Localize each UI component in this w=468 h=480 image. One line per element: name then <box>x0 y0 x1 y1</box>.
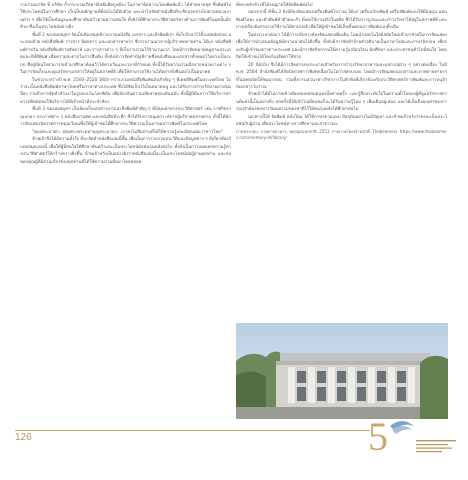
paragraph: ชั้นที่ 2 ของหอสมุดฯ จัดเป็นห้องสมุดที่รวบรวมหนังสือ เอกสาร และสิ่งพิมพ์เก่า ที่เก็บรักษาไว้ตั้งแต่สมัยก่อน ประกอบด้วย หนังสือพิมพ์ วารสาร นิตยสาร และเอกสารหายาก ซึ่งรวบรวมมาจากผู้บริจาคหลายท่าน ได้แก่ หนังสือพิมพ์รายวัน หนังสือพิมพ์รายสัปดาห์ และวารสารต่าง ๆ ที่เก็บรวบรวมไว้จำนวนมาก โดยมีการจัดหมวดหมู่ตามประเภทและปีที่ตีพิมพ์ เพื่อความสะดวกในการสืบค้น ทั้งยังมีการจัดทำบัญชีรายชื่อหนังสือและเอกสารทั้งหมดไว้อย่างเป็นระบบ ซึ่งผู้ที่สนใจสามารถเข้ามาศึกษาค้นคว้าได้ตามวันและเวลาที่กำหนด ทั้งนี้ได้รับความร่วมมือจากหน่วยงานต่าง ๆ ในการจัดเก็บและดูแลรักษาเอกสารให้อยู่ในสภาพที่ดี เพื่อให้สามารถใช้งานได้อย่างยั่งยืนต่อไปในอนาคต <box>20 32 231 76</box>
paragraph: รวบรวมมาจัด ที่ บริษัท ถ้ำกระบวยเรือพาณิชย์ผลิตถูกต้อง ในภาษาข้อความโดยพิมพ์แล้ว ได้ทำหลายชุด ซึ่งพิมพ์ไปใช้ประโยชน์ในการศึกษา เก็บเป็นหลักฐานที่ดีต่อไปได้อีกด้วย และนำไปจัดทำหนังสือที่ระลึกแจกจ่ายไปตามหน่วยงานต่าง ๆ เพื่อใช้เป็นข้อมูลและศึกษาค้นคว้าตามความสนใจ ทั้งยังได้ศึกษาประวัติศาสตร์ทางด้านการพิมพ์ในยุคนั้นอีกด้วย ซึ่งเป็นประโยชน์อย่างยิ่ง <box>20 3 231 31</box>
photo-caption: ภาพประกอบ: ภาพถ่ายอาคาร, หอสมุดแห่งชาติ. 2551. ถ่ายภาพโดยเจ้าหน้าที่. Thebeamers. https://www.thebeamers.com/memory-of/library/ <box>236 128 447 141</box>
right-text-column <box>236 2 447 320</box>
paragraph: นอกจากนี้ ที่ชั้น 3 ยังมีห้องจัดแสดงเครื่องพิมพ์โบราณ ได้แก่ เครื่องเรียงพิมพ์ เครื่องพิมพ์แบบใช้มือหมุน แท่นพิมพ์โลหะ และตัวพิมพ์ทำด้วยตะกั่ว ที่เคยใช้งานจริงในอดีต ซึ่งได้รับการบูรณะและบำรุงรักษาให้อยู่ในสภาพที่ดี และบางเครื่องยังสามารถใช้งานได้ตามปกติ เพื่อให้ผู้เข้าชมได้เห็นขั้นตอนการพิมพ์แบบดั้งเดิม <box>236 10 447 31</box>
paragraph: ชั้นที่ 3 ของหอสมุดฯ เป็นห้องเก็บเอกสารเก่าและสิ่งพิมพ์สำคัญ ๆ ที่มีคุณค่าทางประวัติศาสตร์ เช่น ราชกิจจานุเบกษา ประกาศต่าง ๆ หนังสืองานศพ และหนังสือที่ระลึก ซึ่งได้รับการอนุเคราะห์จากผู้บริจาคหลายท่าน ทั้งนี้ได้มีการจัดแสดงนิทรรศการหมุนเวียนเพื่อให้ผู้เข้าชมได้ศึกษาประวัติความเป็นมาของการพิมพ์ในประเทศไทย <box>20 107 231 128</box>
paragraph: ที่พระคลังข้างที่ได้อนุญาตให้จัดพิมพ์ต่อไป <box>236 3 313 8</box>
paragraph: ในช่วงระหว่างปี พ.ศ. 2500–2520 ได้มีการรวบรวมหนังสือพิมพ์ฉบับสำคัญ ๆ ที่เคยตีพิมพ์ในประเทศไทย ไม่ว่าจะเป็นหนังสือพิมพ์ภาษาไทยหรือภาษาต่างประเทศ ซึ่งได้จัดเก็บไว้เป็นหมวดหมู่ และได้รับการบำรุงรักษาอย่างต่อเนื่อง รวมถึงการจัดทำสำเนาในรูปแบบไมโครฟิล์ม เพื่อป้องกันความเสียหายของต้นฉบับ ทั้งนี้ผู้ที่ต้องการใช้บริการสามารถติดต่อขอใช้บริการได้ที่เจ้าหน้าที่ประจำห้อง <box>20 77 231 105</box>
paragraph: 20 ปีต่อไป จึงได้มีการจัดสรรงบประมาณสำหรับการบำรุงรักษาอาคารและอุปกรณ์ต่าง ๆ อย่างต่อเนื่อง ในปี พ.ศ. 2564 สำนักพิมพ์ได้จัดนิทรรศการพิเศษเนื่องในโอกาสครบรอบ โดยมีการจัดแสดงเอกสารและภาพถ่ายหายากที่ไม่เคยเปิดให้ชมมาก่อน รวมทั้งการเสวนาทางวิชาการในหัวข้อที่เกี่ยวข้องกับประวัติศาสตร์การพิมพ์และการอนุรักษ์เอกสารโบราณ <box>236 62 447 90</box>
quote-paragraph: "คุณพระนายก...คุณพระพระมหาบุญพระนายก...เราคงไม่ลืมท่านที่ได้ให้ความรู้และมีคุณต่อเราชาวไทย" <box>32 129 223 135</box>
paragraph: ข้าพเจ้าจึงได้มีความตั้งใจ ที่จะจัดทำหนังสือเล่มนี้ขึ้น เพื่อเป็นการรวบรวมประวัติและข้อมูลต่าง ๆ ที่เกี่ยวข้องกับหอสมุดแห่งนี้ เพื่อให้ผู้ที่สนใจได้ศึกษาค้นคว้าและเป็นประโยชน์ต่อคนรุ่นหลังต่อไป ทั้งยังเป็นการเผยแพร่ความรู้ทางประวัติศาสตร์ให้กว้างขวางยิ่งขึ้น ข้าพเจ้าหวังเป็นอย่างยิ่งว่าหนังสือเล่มนี้จะเป็นประโยชน์ต่อผู้อ่านทุกท่าน และขอขอบคุณผู้ที่มีส่วนเกี่ยวข้องทุกท่านที่ได้ให้ความร่วมมือมาโดยตลอด <box>20 137 231 165</box>
anniversary-logo <box>368 412 460 458</box>
paragraph: ในช่วงเวลาต่อมา ได้มีการปรับปรุงห้องจัดแสดงเพิ่มเติม โดยนำเทคโนโลยีสมัยใหม่เข้ามาช่วยในการจัดแสดง เพื่อให้การนำเสนอข้อมูลมีความน่าสนใจยิ่งขึ้น ทั้งยังมีการจัดทำป้ายคำอธิบายเป็นภาษาไทยและภาษาอังกฤษ เพื่อรองรับผู้เข้าชมชาวต่างประเทศ และมีการจัดกิจกรรมให้ความรู้แก่นักเรียน นักศึกษา และประชาชนทั่วไปที่สนใจ โดยเปิดให้เข้าชมได้โดยไม่เสียค่าใช้จ่าย <box>236 32 447 61</box>
svg-text:5: 5 <box>368 414 388 458</box>
page-number: 126 <box>15 432 32 443</box>
paragraph: เอกสารนี้ได้ จัดพิมพ์ ฉบับใหม่ ได้ใช้ภาษาตามแบบ ปัจจุบันอย่างไม่มีปัญหา และข้าพเจ้าหวังว่าคงจะเป็นประโยชน์กับผู้อ่าน เพื่อประโยชน์ทางการศึกษาและสาธารณะ <box>236 114 447 128</box>
footer-rule <box>15 430 370 431</box>
paragraph: ข้าพเจ้าได้มีโอกาสเข้าเยี่ยมชมหอสมุดแห่งนี้หลายครั้ง และรู้สึกประทับใจในความตั้งใจของผู้ที่ดูแลรักษาสถานที่แห่งนี้เป็นอย่างยิ่ง ทุกครั้งที่ได้เข้าไปเยี่ยมชมก็จะได้รับความรู้ใหม่ ๆ เพิ่มเติมอยู่เสมอ และได้เห็นถึงคุณค่าของการอนุรักษ์มรดกทางวัฒนธรรมของชาติไว้ให้คนรุ่นหลังได้ศึกษาต่อไป <box>236 92 447 113</box>
library-building-photo <box>236 323 448 419</box>
left-text-column <box>20 2 231 400</box>
